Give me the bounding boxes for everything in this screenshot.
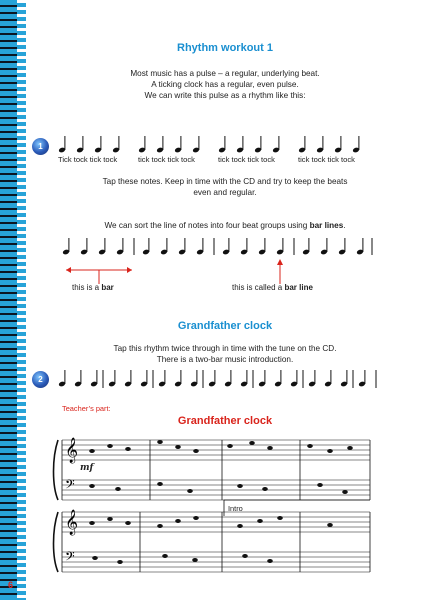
score-note-head [327,523,333,527]
tick-label: tick tock tick tock [138,155,195,164]
tick-label: Tick tock tick tock [58,155,118,164]
score-note-head [187,489,193,493]
barlines-text: We can sort the line of notes into four beat groups using [104,221,310,230]
tap-line: Tap these notes. Keep in time with the CD and try to keep the beats [102,177,348,186]
tick-label: tick tock tick tock [218,155,275,164]
page-number: 6 [8,580,14,590]
score-note-head [277,516,283,520]
score-note-head [192,558,198,562]
score-note-head [237,524,243,528]
barlines-end: . [343,221,346,230]
score-note-head [175,519,181,523]
score-note-head [267,446,273,450]
score-note-head [89,449,95,453]
score-note-head [115,487,121,491]
intro-line: Most music has a pulse – a regular, underlying beat. [130,69,320,78]
barline-caption-text: this is called a [232,283,285,292]
bass-clef: 𝄢 [65,477,75,495]
bar-caption-text: this is a [72,283,102,292]
score-note-head [162,554,168,558]
intro-line: We can write this pulse as a rhythm like this: [144,91,306,100]
teacher-part-label: Teacher’s part: [62,404,111,413]
grandfather-line: Tap this rhythm twice through in time with the tune on the CD. [113,344,337,353]
score-note-head [107,517,113,521]
score-note-head [267,559,273,563]
score-note-head [227,444,233,448]
treble-clef: 𝄞 [65,438,79,463]
barline-caption-bold: bar line [284,283,313,292]
score-note-head [92,556,98,560]
tick-label: tick tock tick tock [298,155,355,164]
score-note-head [89,484,95,488]
score-note-head [307,444,313,448]
score-note-head [257,519,263,523]
score-note-head [317,483,323,487]
score-note-head [125,521,131,525]
treble-clef: 𝄞 [65,510,79,535]
grandfather-line: There is a two-bar music introduction. [156,355,294,364]
intro-label: Intro [228,504,243,513]
barlines-bold: bar lines [309,221,344,230]
score-note-head [157,482,163,486]
score-note-head [157,524,163,528]
brace [54,512,59,572]
score-note-head [193,516,199,520]
score-note-head [347,446,353,450]
score-note-head [125,447,131,451]
section-title-grandfather-clock: Grandfather clock [177,320,273,332]
score-note-head [249,441,255,445]
score-note-head [193,449,199,453]
intro-line: A ticking clock has a regular, even pulse. [151,80,299,89]
intro-bracket [224,500,370,516]
score-note-head [262,487,268,491]
tap-line: even and regular. [193,188,257,197]
section-title-rhythm-workout: Rhythm workout 1 [177,42,273,54]
score-note-head [175,445,181,449]
score-note-head [157,440,163,444]
score-note-head [242,554,248,558]
dynamic-marking: mf [80,463,94,473]
score-note-head [327,449,333,453]
score-note-head [342,490,348,494]
bar-caption-bold: bar [101,283,114,292]
score-note-head [107,444,113,448]
score-title: Grandfather clock [177,415,273,427]
cd-track-icon: 2 [32,371,49,388]
bass-clef: 𝄢 [65,549,75,567]
score-note-head [237,484,243,488]
score-note-head [89,521,95,525]
brace [54,440,59,500]
cd-track-icon: 1 [32,138,49,155]
score-note-head [117,560,123,564]
